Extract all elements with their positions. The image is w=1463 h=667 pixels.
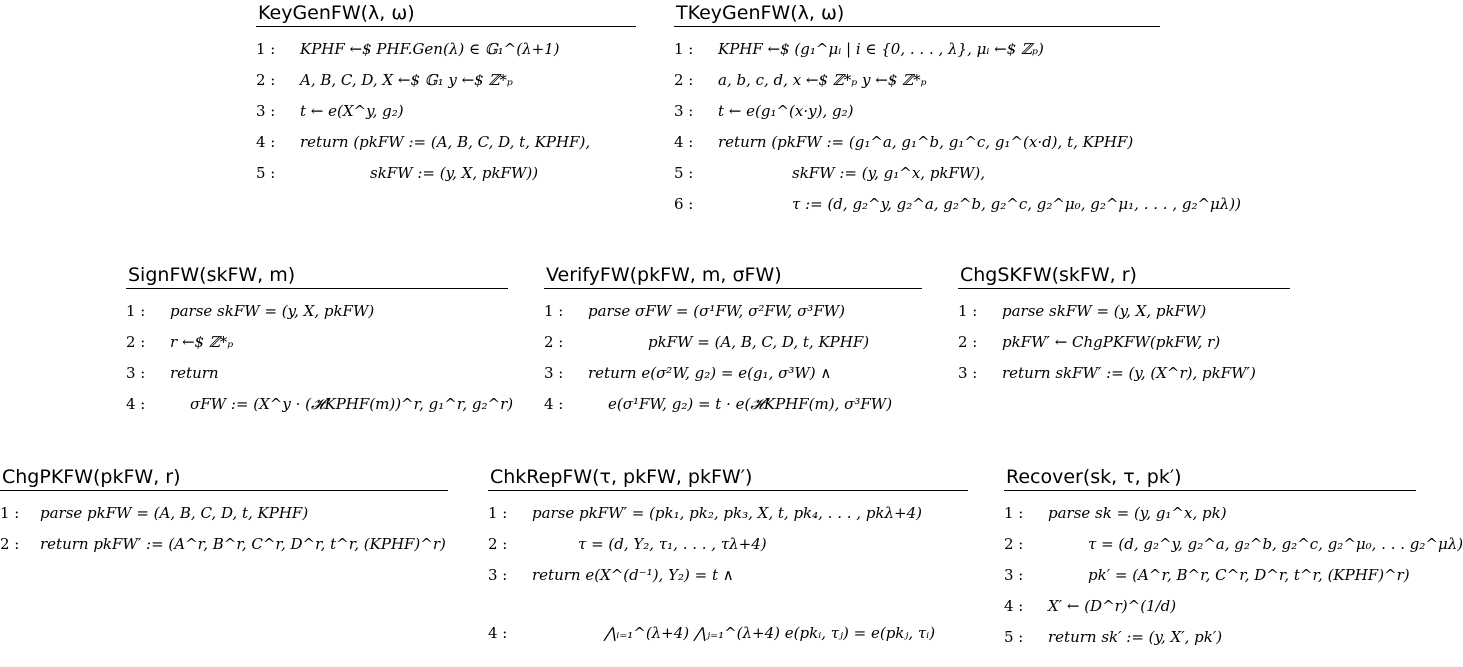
line-code: pkFW′ ← ChgPKFW(pkFW, r) bbox=[1002, 332, 1221, 351]
algo-line bbox=[674, 126, 1160, 157]
line-number: 4 : bbox=[256, 132, 276, 151]
line-number: 3 : bbox=[126, 363, 146, 382]
line-number: 2 : bbox=[0, 534, 20, 553]
line-code: t ← e(X^y, g₂) bbox=[300, 101, 404, 120]
algo-line bbox=[488, 559, 968, 590]
line-number: 4 : bbox=[126, 394, 146, 413]
line-number: 2 : bbox=[256, 70, 276, 89]
line-code: return skFW′ := (y, (X^r), pkFW′) bbox=[1002, 363, 1256, 382]
algo-chkrep bbox=[488, 464, 968, 648]
line-code: parse skFW = (y, X, pkFW) bbox=[170, 301, 375, 320]
algo-line bbox=[544, 326, 922, 357]
line-code: return bbox=[170, 363, 219, 382]
line-number: 3 : bbox=[256, 101, 276, 120]
algo-line bbox=[126, 388, 514, 419]
algo-line bbox=[674, 64, 1160, 95]
line-code: parse skFW = (y, X, pkFW) bbox=[1002, 301, 1207, 320]
algo-line bbox=[674, 33, 1160, 64]
line-number: 1 : bbox=[674, 39, 694, 58]
algo-line bbox=[256, 33, 636, 64]
line-code: ⋀ᵢ₌₁^(λ+4) ⋀ⱼ₌₁^(λ+4) e(pkᵢ, τⱼ) = e(pkⱼ, τᵢ) bbox=[604, 624, 936, 642]
algo-sign bbox=[126, 262, 514, 419]
line-code: parse pkFW = (A, B, C, D, t, KPHF) bbox=[40, 503, 309, 522]
algo-keygen bbox=[256, 0, 636, 188]
line-code: parse sk = (y, g₁^x, pk) bbox=[1048, 503, 1227, 522]
line-code: τ := (d, g₂^y, g₂^a, g₂^b, g₂^c, g₂^μ₀, g₂^μ₁, . . . , g₂^μλ)) bbox=[792, 194, 1242, 213]
line-number: 2 : bbox=[544, 332, 564, 351]
line-number: 1 : bbox=[544, 301, 564, 320]
line-number: 3 : bbox=[1004, 565, 1024, 584]
line-number: 3 : bbox=[488, 565, 508, 584]
line-number: 1 : bbox=[488, 503, 508, 522]
line-code: e(σ¹FW, g₂) = t · e(𝓗KPHF(m), σ³FW) bbox=[608, 394, 893, 413]
algo-title: ChgSKFW(skFW, r) bbox=[960, 264, 1137, 286]
algo-title: ChkRepFW(τ, pkFW, pkFW′) bbox=[490, 466, 753, 488]
line-number: 6 : bbox=[674, 194, 694, 213]
algo-chgsk bbox=[958, 262, 1290, 388]
line-number: 1 : bbox=[256, 39, 276, 58]
line-number: 1 : bbox=[0, 503, 20, 522]
line-number: 4 : bbox=[674, 132, 694, 151]
algo-line bbox=[1004, 528, 1463, 559]
algo-title: KeyGenFW(λ, ω) bbox=[258, 2, 415, 24]
line-code: return e(X^(d⁻¹), Y₂) = t ∧ bbox=[532, 565, 734, 584]
algo-line bbox=[1004, 590, 1416, 621]
algo-line bbox=[544, 357, 922, 388]
line-number: 2 : bbox=[674, 70, 694, 89]
algo-line bbox=[1004, 497, 1416, 528]
line-number: 4 : bbox=[488, 624, 508, 642]
line-number: 1 : bbox=[958, 301, 978, 320]
algo-recover bbox=[1004, 464, 1463, 652]
line-number: 5 : bbox=[1004, 627, 1024, 646]
line-number: 2 : bbox=[126, 332, 146, 351]
line-code: parse pkFW′ = (pk₁, pk₂, pk₃, X, t, pk₄, . . . , pkλ+4) bbox=[532, 503, 922, 522]
algo-line bbox=[256, 126, 636, 157]
algo-title: VerifyFW(pkFW, m, σFW) bbox=[546, 264, 782, 286]
line-code: return e(σ²W, g₂) = e(g₁, σ³W) ∧ bbox=[588, 363, 832, 382]
line-number: 2 : bbox=[488, 534, 508, 553]
algo-line bbox=[1004, 621, 1416, 652]
algo-line bbox=[544, 295, 922, 326]
line-code: σFW := (X^y · (𝓗KPHF(m))^r, g₁^r, g₂^r) bbox=[190, 394, 514, 413]
line-number: 1 : bbox=[1004, 503, 1024, 522]
line-number: 3 : bbox=[674, 101, 694, 120]
line-number: 4 : bbox=[544, 394, 564, 413]
algo-line bbox=[674, 157, 1160, 188]
algo-title: ChgPKFW(pkFW, r) bbox=[2, 466, 181, 488]
algo-line bbox=[126, 326, 508, 357]
line-code: return sk′ := (y, X′, pk′) bbox=[1048, 627, 1223, 646]
algo-line bbox=[256, 157, 636, 188]
algo-line bbox=[126, 357, 508, 388]
algo-title: SignFW(skFW, m) bbox=[128, 264, 296, 286]
line-number: 2 : bbox=[958, 332, 978, 351]
line-code: return pkFW′ := (A^r, B^r, C^r, D^r, t^r, (KPHF)^r) bbox=[40, 534, 446, 553]
line-code: pkFW = (A, B, C, D, t, KPHF) bbox=[648, 332, 870, 351]
line-number: 4 : bbox=[1004, 596, 1024, 615]
line-code: A, B, C, D, X ←$ 𝔾₁ y ←$ ℤ*ₚ bbox=[300, 70, 513, 89]
algo-line bbox=[544, 388, 922, 419]
algo-line bbox=[674, 95, 1160, 126]
algo-line bbox=[958, 357, 1290, 388]
line-number: 3 : bbox=[958, 363, 978, 382]
algo-line bbox=[958, 295, 1290, 326]
algo-line bbox=[488, 528, 968, 559]
algo-line bbox=[958, 326, 1290, 357]
algo-line bbox=[488, 590, 968, 648]
algo-line bbox=[126, 295, 508, 326]
line-code: a, b, c, d, x ←$ ℤ*ₚ y ←$ ℤ*ₚ bbox=[718, 70, 927, 89]
algo-line bbox=[1004, 559, 1416, 590]
line-code: skFW := (y, g₁^x, pkFW), bbox=[792, 163, 985, 182]
line-code: return (pkFW := (A, B, C, D, t, KPHF), bbox=[300, 132, 591, 151]
algo-line bbox=[256, 95, 636, 126]
line-number: 2 : bbox=[1004, 534, 1024, 553]
algo-line bbox=[488, 497, 968, 528]
algo-chgpk bbox=[0, 464, 448, 559]
line-number: 3 : bbox=[544, 363, 564, 382]
line-code: KPHF ←$ (g₁^μᵢ | i ∈ {0, . . . , λ}, μᵢ ←$ ℤₚ) bbox=[718, 39, 1044, 58]
line-code: r ←$ ℤ*ₚ bbox=[170, 332, 234, 351]
line-code: skFW := (y, X, pkFW)) bbox=[370, 163, 539, 182]
algo-verify bbox=[544, 262, 922, 419]
line-code: KPHF ←$ PHF.Gen(λ) ∈ 𝔾₁^(λ+1) bbox=[300, 39, 560, 58]
algo-line bbox=[674, 188, 1242, 219]
algo-line bbox=[0, 528, 448, 559]
line-code: return (pkFW := (g₁^a, g₁^b, g₁^c, g₁^(x·d), t, KPHF) bbox=[718, 132, 1134, 151]
algo-title: Recover(sk, τ, pk′) bbox=[1006, 466, 1182, 488]
line-number: 1 : bbox=[126, 301, 146, 320]
line-number: 5 : bbox=[256, 163, 276, 182]
line-number: 5 : bbox=[674, 163, 694, 182]
line-code: pk′ = (A^r, B^r, C^r, D^r, t^r, (KPHF)^r) bbox=[1088, 565, 1410, 584]
line-code: τ = (d, Y₂, τ₁, . . . , τλ+4) bbox=[578, 534, 767, 553]
algo-line bbox=[256, 64, 636, 95]
algo-title: TKeyGenFW(λ, ω) bbox=[676, 2, 845, 24]
line-code: τ = (d, g₂^y, g₂^a, g₂^b, g₂^c, g₂^μ₀, . . . g₂^μλ) bbox=[1088, 534, 1463, 553]
algo-tkeygen bbox=[674, 0, 1242, 219]
algo-line bbox=[0, 497, 448, 528]
line-code: X′ ← (D^r)^(1/d) bbox=[1048, 596, 1177, 615]
line-code: t ← e(g₁^(x·y), g₂) bbox=[718, 101, 854, 120]
line-code: parse σFW = (σ¹FW, σ²FW, σ³FW) bbox=[588, 301, 845, 320]
